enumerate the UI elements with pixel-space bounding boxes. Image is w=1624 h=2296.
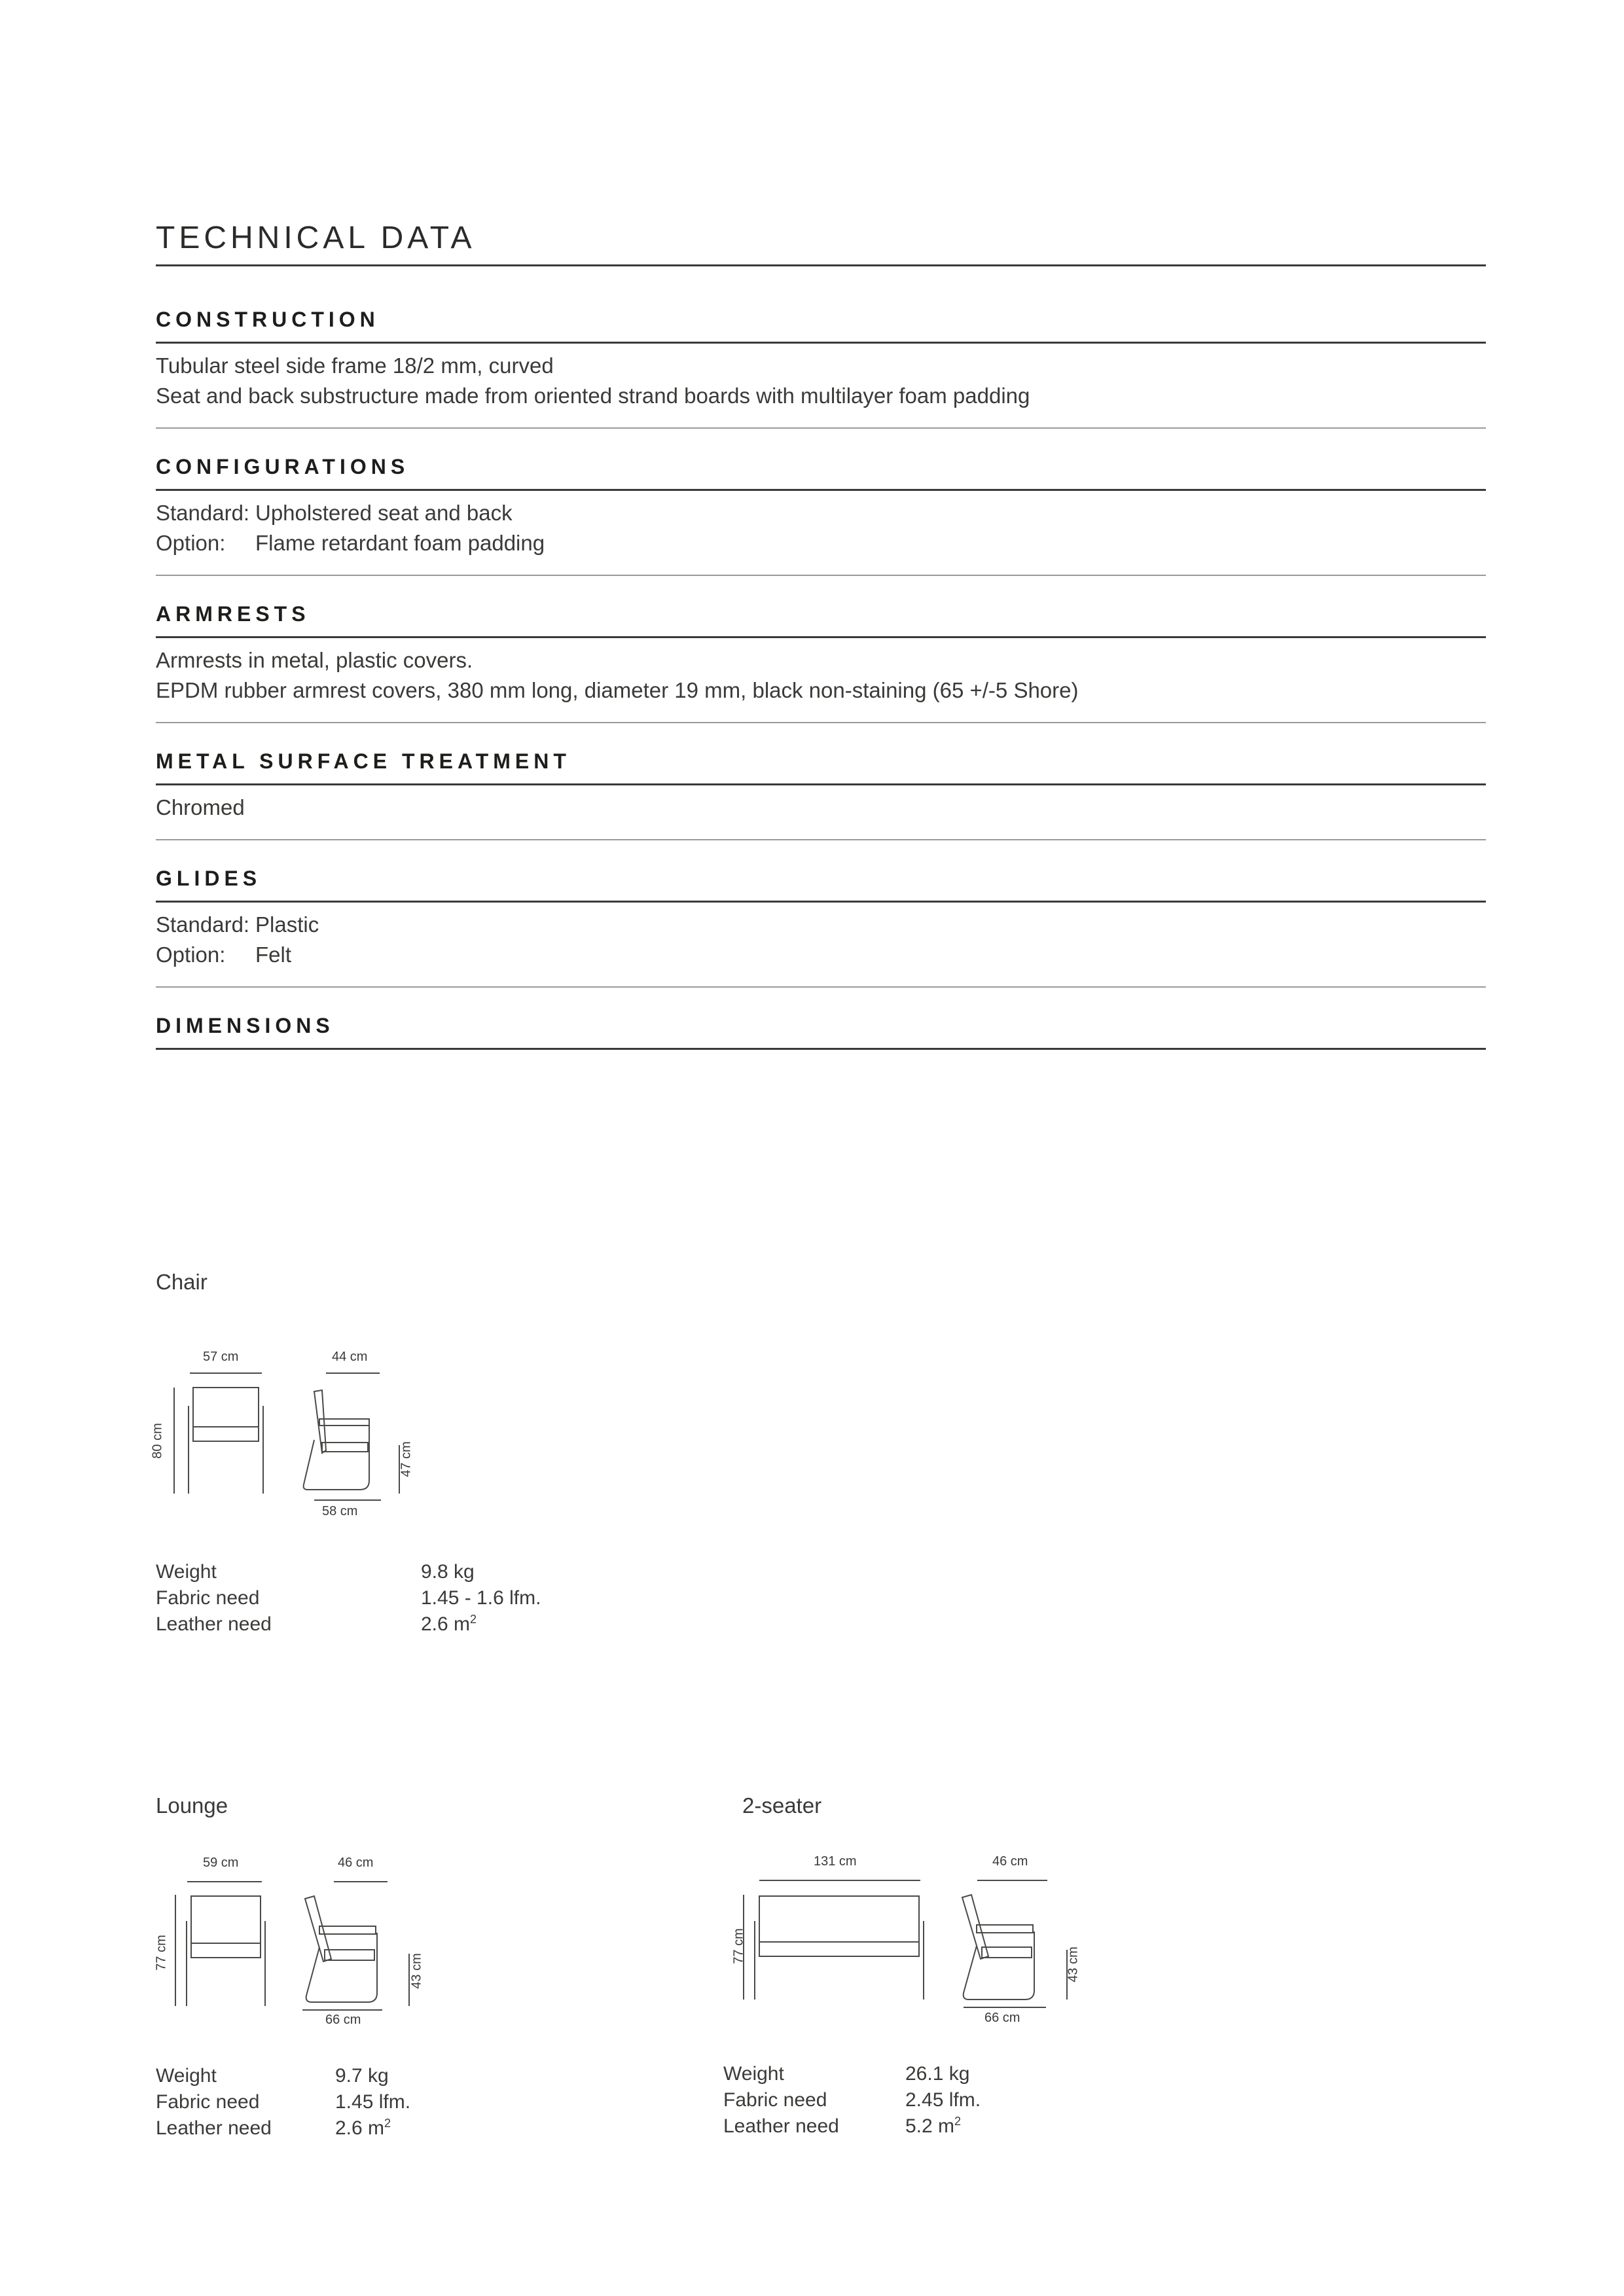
config-key: Option: [156,531,226,555]
chair-side-frame [304,1424,369,1490]
config-key: Standard: [156,501,250,525]
spec-label: Weight [156,2065,217,2087]
unit-exponent: 2 [954,2115,962,2128]
spec-label: Leather need [156,2117,272,2139]
spec-label: Fabric need [156,1587,260,1609]
spec-value: 9.7 kg [335,2065,389,2087]
spec-value: 5.2 m [905,2115,955,2137]
config-value: Flame retardant foam padding [255,531,545,555]
section-divider [156,342,1486,344]
section-divider [156,1048,1486,1050]
chair-front-backrest [193,1388,259,1427]
section-divider [156,489,1486,491]
dim-chair-seat-height: 47 cm [399,1441,414,1477]
dim-lounge-depth: 66 cm [325,2013,361,2027]
spec-label: Fabric need [156,2091,260,2113]
lounge-front-side-drawing [151,1869,425,2019]
spec-value-with-unit [421,1613,477,1636]
section-divider [156,901,1486,903]
2-seater-side-armrest [977,1925,1033,1933]
glides-key: Option: [156,942,226,967]
unit-exponent: 2 [470,1613,477,1626]
spec-value: 9.8 kg [421,1561,475,1583]
dim-lounge-side-width: 46 cm [338,1856,374,1870]
spec-value: 2.45 lfm. [905,2089,981,2111]
section-end-divider [156,575,1486,576]
lounge-side-armrest [319,1926,376,1934]
dim-chair-height: 80 cm [150,1423,165,1459]
glides-key: Standard: [156,912,250,937]
dim-2-seater-depth: 66 cm [984,2011,1020,2025]
section-end-divider [156,427,1486,429]
unit-exponent: 2 [384,2117,391,2130]
metal-surface-line: Chromed [156,795,245,819]
section-divider [156,783,1486,785]
chair-side-armrest [319,1419,369,1426]
glides-option [156,942,291,967]
armrests-line-1: Armrests in metal, plastic covers. [156,648,473,672]
dim-2-seater-side-width: 46 cm [992,1854,1028,1869]
spec-value: 1.45 lfm. [335,2091,411,2113]
configurations-standard [156,501,513,526]
section-heading-armrests: ARMRESTS [156,602,310,626]
product-title-chair: Chair [156,1270,208,1294]
section-heading-configurations: CONFIGURATIONS [156,455,410,478]
chair-front-side-drawing [151,1361,425,1512]
section-divider [156,636,1486,638]
config-value: Upholstered seat and back [255,501,513,525]
glides-value: Plastic [255,912,319,937]
lounge-side-seat [325,1950,374,1960]
chair-front-seat [193,1427,259,1441]
2-seater-side-seat [982,1947,1032,1958]
spec-value: 2.6 m [335,2117,385,2139]
construction-line-1: Tubular steel side frame 18/2 mm, curved [156,353,554,378]
section-heading-glides: GLIDES [156,867,262,890]
dim-lounge-seat-height: 43 cm [409,1953,424,1989]
page-title: TECHNICAL DATA [156,221,476,255]
section-heading-dimensions: DIMENSIONS [156,1014,334,1037]
spec-label: Leather need [156,1613,272,1635]
spec-label: Fabric need [723,2089,827,2111]
section-heading-construction: CONSTRUCTION [156,308,380,331]
chair-side-seat [322,1443,368,1452]
2-seater-front-seat [759,1942,919,1956]
spec-label: Leather need [723,2115,839,2137]
2-seater-side-frame [964,1931,1034,2000]
spec-label: Weight [156,1561,217,1583]
construction-line-2: Seat and back substructure made from oriented strand boards with multilayer foam padding [156,384,1030,408]
dim-2-seater-seat-height: 43 cm [1066,1946,1081,1982]
lounge-side-frame [306,1933,377,2002]
spec-value: 2.6 m [421,1613,471,1635]
spec-value: 26.1 kg [905,2063,970,2085]
glides-standard [156,912,319,937]
section-end-divider [156,839,1486,840]
configurations-option [156,531,545,556]
2-seater-front-backrest [759,1896,919,1942]
lounge-front-backrest [191,1896,261,1943]
dim-lounge-height: 77 cm [154,1935,169,1971]
section-heading-metal-surface: METAL SURFACE TREATMENT [156,749,571,773]
dim-chair-front-width: 57 cm [203,1350,239,1364]
section-end-divider [156,986,1486,988]
dim-2-seater-front-width: 131 cm [814,1854,857,1869]
product-title-lounge: Lounge [156,1793,228,1818]
glides-value: Felt [255,942,292,967]
title-divider [156,264,1486,266]
dim-lounge-front-width: 59 cm [203,1856,239,1870]
dim-2-seater-height: 77 cm [731,1928,746,1964]
spec-value-with-unit [335,2117,391,2140]
2-seater-front-side-drawing [727,1869,1093,2019]
dim-chair-depth: 58 cm [322,1504,358,1518]
dim-chair-side-width: 44 cm [332,1350,368,1364]
armrests-line-2: EPDM rubber armrest covers, 380 mm long, diameter 19 mm, black non-staining (65 +/-5 Shore) [156,678,1079,702]
spec-value: 1.45 - 1.6 lfm. [421,1587,541,1609]
product-title-2-seater: 2-seater [742,1793,822,1818]
lounge-front-seat [191,1943,261,1958]
section-end-divider [156,722,1486,723]
spec-value-with-unit [905,2115,961,2138]
spec-label: Weight [723,2063,784,2085]
